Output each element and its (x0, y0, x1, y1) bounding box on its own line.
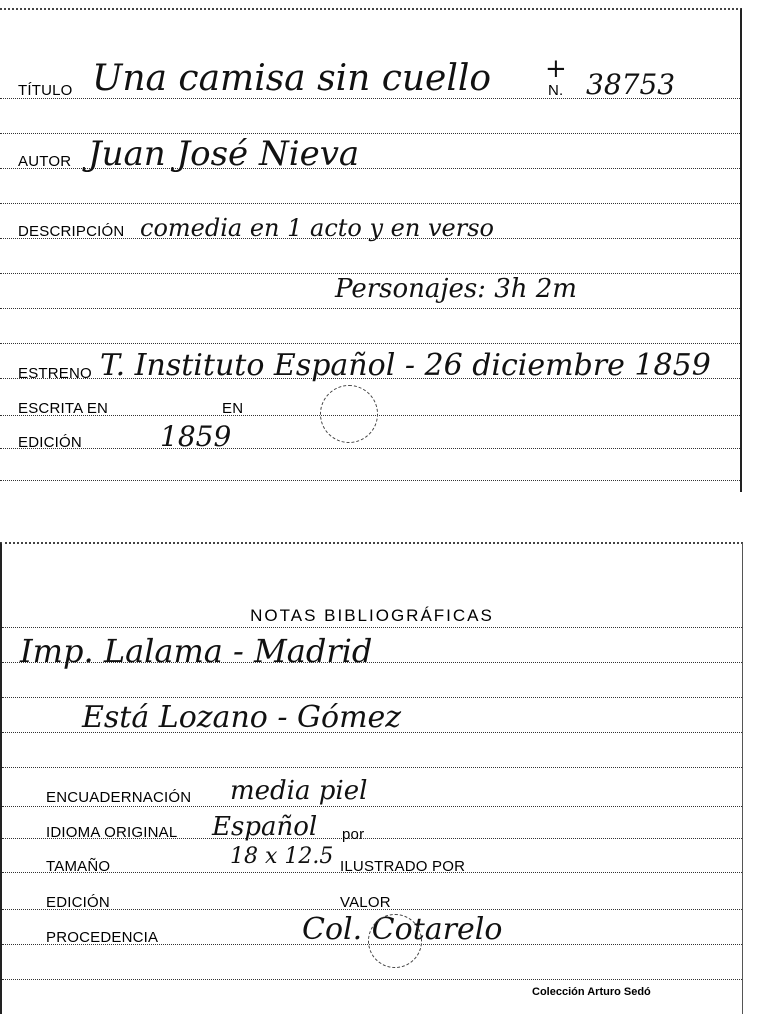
rule-line (0, 308, 740, 309)
procedencia-label: PROCEDENCIA (46, 929, 159, 946)
autor-label: AUTOR (18, 153, 72, 170)
rule-line (2, 697, 742, 698)
nota-imprenta: Imp. Lalama - Madrid (20, 632, 373, 670)
nota-libreria: Está Lozano - Gómez (82, 700, 402, 735)
tamano-label: TAMAÑO (46, 858, 111, 875)
valor-label: VALOR (340, 894, 391, 911)
rule-line (0, 343, 740, 344)
coleccion-footer: Colección Arturo Sedó (532, 986, 651, 998)
encuadernacion-value: media piel (230, 776, 368, 806)
encuadernacion-label: ENCUADERNACIÓN (46, 789, 192, 806)
autor-value: Juan José Nieva (88, 134, 360, 174)
rule-line (0, 448, 740, 449)
catalog-card-back (0, 542, 743, 1014)
catalog-card-front (0, 8, 742, 492)
notas-heading: NOTAS BIBLIOGRÁFICAS (250, 606, 494, 625)
punch-hole (320, 385, 378, 443)
rule-line (0, 203, 740, 204)
numero-mark: + (545, 54, 567, 84)
idioma-label: IDIOMA ORIGINAL (46, 824, 178, 841)
personajes-value: Personajes: 3h 2m (335, 274, 577, 304)
rule-line (2, 627, 742, 628)
rule-line (2, 806, 742, 807)
escrita-en-label: ESCRITA EN (18, 400, 109, 417)
rule-line (2, 767, 742, 768)
rule-line (2, 979, 742, 980)
en-label: EN (222, 400, 244, 417)
edicion-back-label: EDICIÓN (46, 894, 110, 911)
ilustrado-label: ILUSTRADO POR (340, 858, 466, 875)
por-label: por (342, 826, 365, 843)
procedencia-value: Col. Cotarelo (302, 912, 503, 947)
numero-label: N. (548, 82, 564, 99)
estreno-label: ESTRENO (18, 365, 92, 382)
descripcion-value: comedia en 1 acto y en verso (140, 214, 494, 242)
edicion-label: EDICIÓN (18, 434, 82, 451)
tamano-value: 18 x 12.5 (230, 844, 334, 869)
descripcion-label: DESCRIPCIÓN (18, 223, 125, 240)
titulo-value: Una camisa sin cuello (92, 58, 492, 99)
idioma-value: Español (212, 812, 318, 842)
edicion-value: 1859 (160, 420, 232, 453)
punch-hole (368, 914, 422, 968)
numero-value: 38753 (586, 68, 676, 101)
estreno-value: T. Instituto Español - 26 diciembre 1859 (100, 348, 711, 383)
rule-line (0, 480, 740, 481)
titulo-label: TÍTULO (18, 82, 73, 99)
